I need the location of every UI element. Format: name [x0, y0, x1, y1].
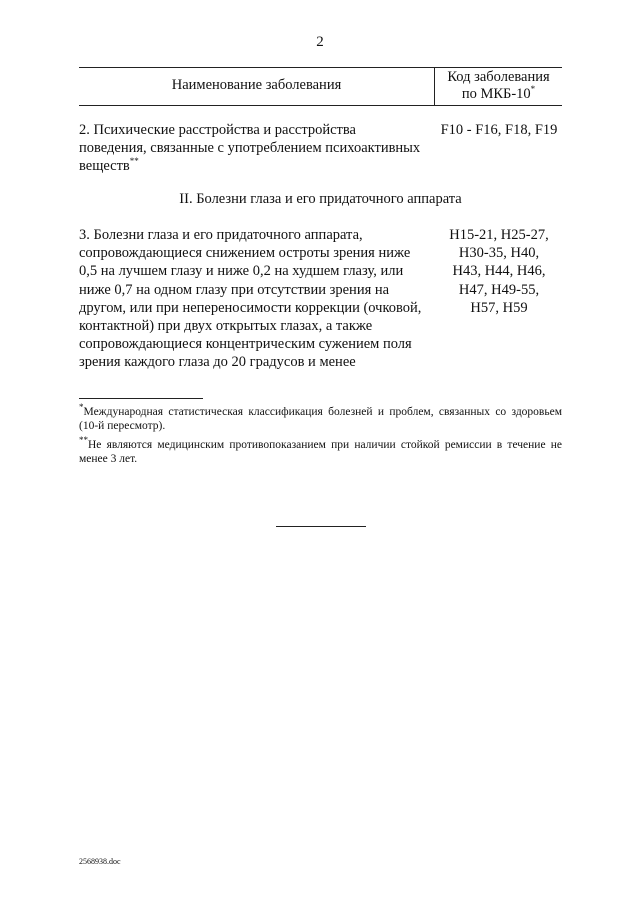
- row-3-line: 0,5 на лучшем глазу и ниже 0,2 на худшем глазу, или: [79, 263, 404, 280]
- row-3-code-line: H43, H44, H46,: [452, 263, 546, 280]
- row-2-code-line: F10 - F16, F18, F19: [440, 122, 558, 138]
- document-id: 2568938.doc: [79, 857, 121, 866]
- row-3-line: сопровождающиеся снижением остроты зрения ниже: [79, 245, 411, 262]
- footnote-1: [79, 402, 562, 433]
- row-3-code-line: H47, H49-55,: [458, 281, 540, 298]
- row-3-line: контактной) при двух открытых глазах, а также: [79, 318, 373, 335]
- row-3-line: сопровождающиеся концентрическим сужением поля: [79, 336, 412, 353]
- row-3-line: ниже 0,7 на одном глазу при отсутствии зрения на: [79, 281, 390, 298]
- footnote-text: Международная статистическая классификация болезней и проблем, связанных со здоровьем (10-й пересмотр).: [79, 406, 562, 432]
- disease-row-2-code: [434, 121, 564, 139]
- row-3-code-line: H15-21, H25-27,: [449, 227, 549, 243]
- column-header-code-line2: [435, 86, 562, 103]
- row-3-code-line: H30-35, H40,: [458, 245, 540, 262]
- page-number: 2: [316, 34, 324, 50]
- column-header-icd-code: [435, 69, 562, 103]
- row-2-line: 2. Психические расстройства и расстройства: [79, 122, 356, 138]
- column-header-code-line1: Код заболевания: [447, 69, 550, 85]
- disease-row-3-code: [434, 226, 564, 317]
- footnote-mark: **: [79, 435, 88, 446]
- column-header-disease-name: Наименование заболевания: [171, 77, 342, 93]
- footnote-ref-mark: *: [530, 84, 536, 95]
- footnote-text: Не являются медицинским противопоказанием при наличии стойкой ремиссии в течение не менее 3 лет.: [79, 439, 562, 465]
- column-header-code-line2-text: по МКБ-10: [461, 86, 531, 102]
- disease-row-2-name: [79, 121, 424, 176]
- row-3-line: зрения каждого глаза до 20 градусов и менее: [79, 354, 356, 371]
- row-3-line: другом, или при непереносимости коррекции (очковой,: [79, 299, 422, 316]
- disease-row-3-name: [79, 226, 424, 372]
- row-3-line: 3. Болезни глаза и его придаточного аппарата,: [79, 227, 363, 243]
- footnote-separator: [79, 398, 203, 399]
- footnote-ref-mark: **: [129, 156, 139, 167]
- row-2-line: [79, 157, 424, 175]
- section-title: II. Болезни глаза и его придаточного аппарата: [179, 191, 462, 207]
- footnote-mark: *: [79, 402, 84, 413]
- row-2-line: поведения, связанные с употреблением психоактивных: [79, 140, 421, 157]
- footnote-2: [79, 435, 562, 466]
- table-header: [79, 67, 562, 106]
- row-2-line-text: веществ: [79, 158, 130, 175]
- end-of-document-rule: [276, 526, 366, 527]
- row-3-code-line: H57, H59: [470, 299, 528, 316]
